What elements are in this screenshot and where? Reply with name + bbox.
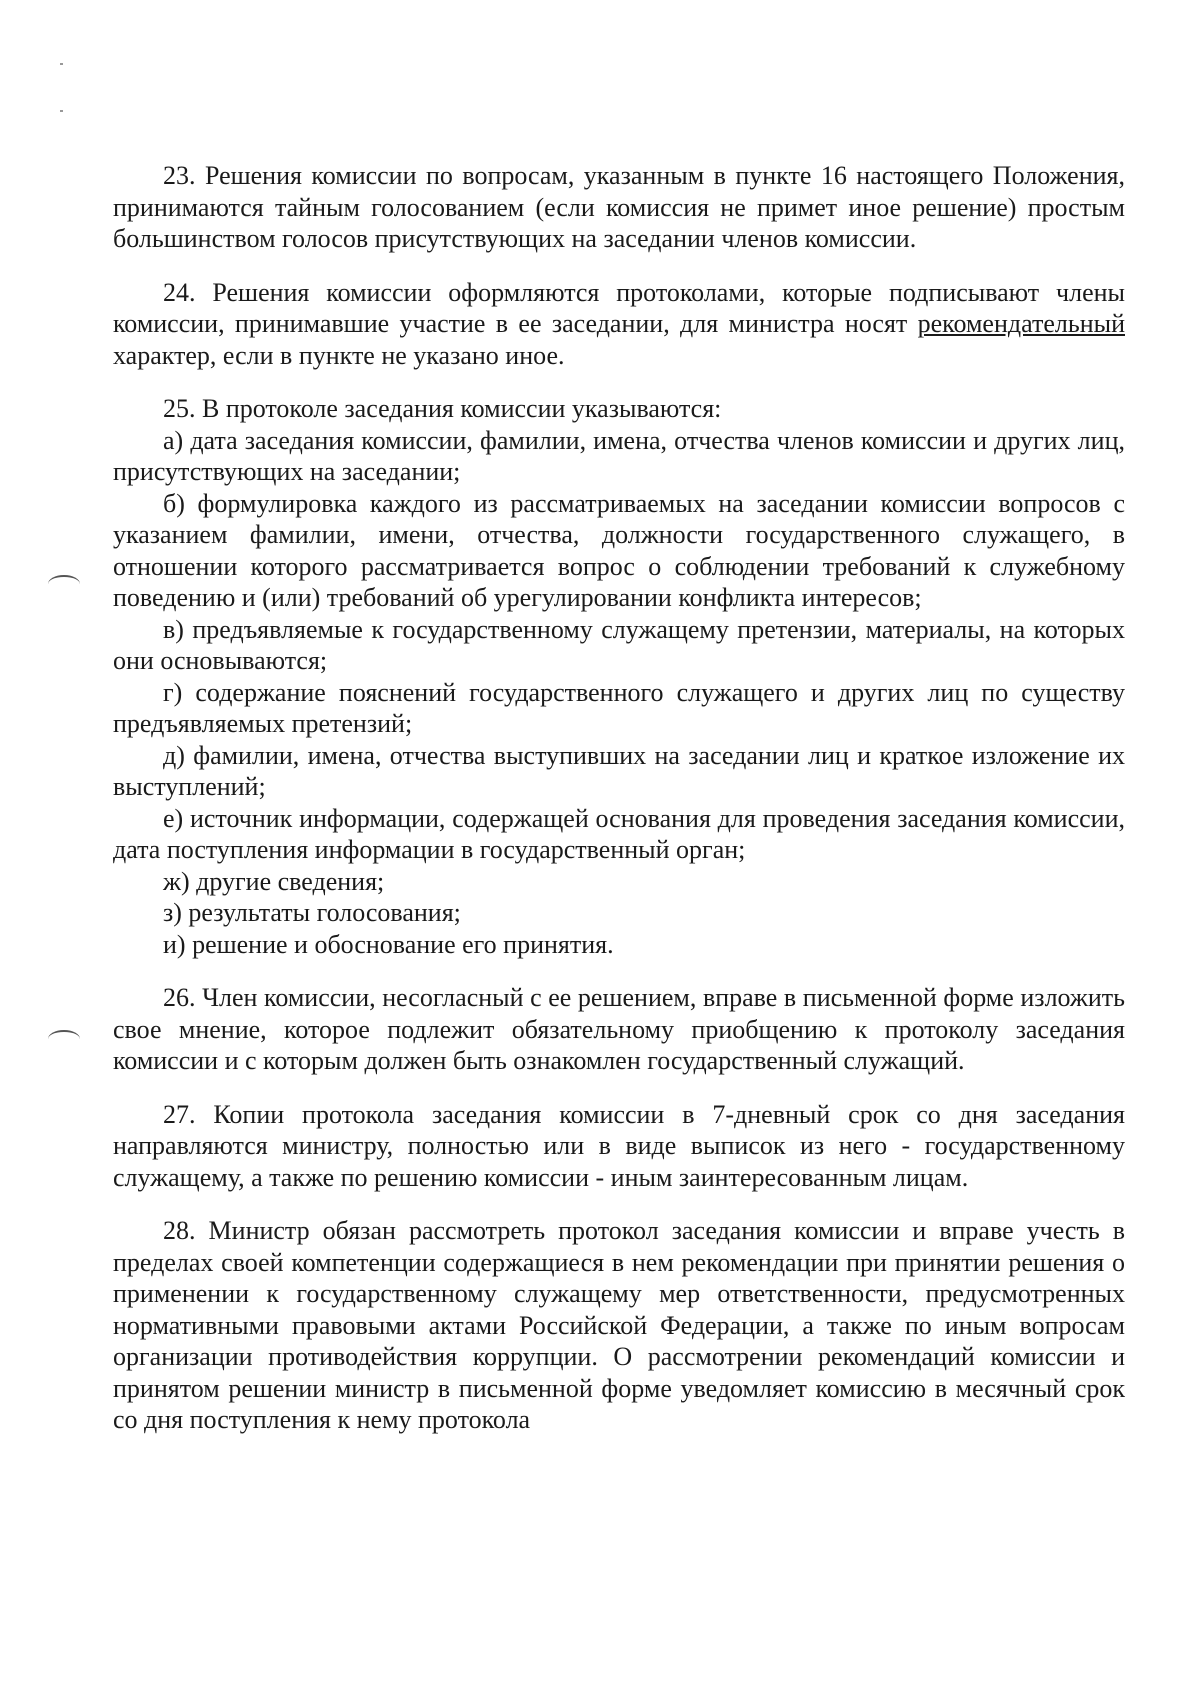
- section-25-item-g: г) содержание пояснений государственного служащего и других лиц по существу предъявляемых претензий;: [113, 677, 1125, 738]
- paragraph-28: 28. Министр обязан рассмотреть протокол заседания комиссии и вправе учесть в пределах своей компетенции содержащиеся в нем рекомендации при принятии решения о применении к государственному служащему мер ответственности, предусмотренных нормативными правовыми актами Российской Федерации, а также по иным вопросам организации противодействия коррупции. О рассмотрении рекомендаций комиссии и принятом решении министр в письменной форме уведомляет комиссию в месячный срок со дня поступления к нему протокола: [113, 1216, 1125, 1434]
- paragraph-24-text-before: 24. Решения комиссии оформляются протоколами, которые подписывают члены комиссии, принимавшие участие в ее заседании, для министра носят: [113, 277, 1125, 338]
- punch-hole-mark: [48, 575, 80, 593]
- paragraph-24-text-after: характер, если в пункте не указано иное.: [113, 340, 565, 370]
- section-25-heading: 25. В протоколе заседания комиссии указываются:: [163, 394, 722, 423]
- paragraph-23: 23. Решения комиссии по вопросам, указанным в пункте 16 настоящего Положения, принимаются тайным голосованием (если комиссия не примет иное решение) простым большинством голосов присутствующих на заседании членов комиссии.: [113, 161, 1125, 253]
- section-25-item-i: и) решение и обоснование его принятия.: [163, 929, 614, 959]
- paragraph-24: [113, 277, 1125, 372]
- section-25-item-v: в) предъявляемые к государственному служащему претензии, материалы, на которых они основываются;: [113, 614, 1125, 675]
- section-25-item-b: б) формулировка каждого из рассматриваемых на заседании комиссии вопросов с указанием фамилии, имени, отчества, должности государственного служащего, в отношении которого рассматривается вопрос о соблюдении требований к служебному поведению и (или) требований об урегулировании конфликта интересов;: [113, 488, 1125, 612]
- section-25-item-d: д) фамилии, имена, отчества выступивших на заседании лиц и краткое изложение их выступлений;: [113, 740, 1125, 801]
- section-25-item-zh: ж) другие сведения;: [163, 866, 385, 896]
- document-body: [113, 160, 1125, 1458]
- scan-speck: [60, 63, 63, 65]
- section-25-item-e: е) источник информации, содержащей основания для проведения заседания комиссии, дата поступления информации в государственный орган;: [113, 803, 1125, 864]
- underlined-word: рекомендательный: [917, 309, 1125, 338]
- section-25-item-a: а) дата заседания комиссии, фамилии, имена, отчества членов комиссии и других лиц, присутствующих на заседании;: [113, 425, 1125, 486]
- paragraph-26: 26. Член комиссии, несогласный с ее решением, вправе в письменной форме изложить свое мнение, которое подлежит обязательному приобщению к протоколу заседания комиссии и с которым должен быть ознакомлен государственный служащий.: [113, 983, 1125, 1075]
- section-25-item-z: з) результаты голосования;: [163, 898, 461, 927]
- scan-speck: [60, 110, 63, 112]
- punch-hole-mark: [48, 1030, 80, 1048]
- spacer: [113, 960, 1125, 982]
- paragraph-27: 27. Копии протокола заседания комиссии в 7-дневный срок со дня заседания направляются министру, полностью или в виде выписок из него - государственному служащему, а также по решению комиссии - иным заинтересованным лицам.: [113, 1099, 1125, 1192]
